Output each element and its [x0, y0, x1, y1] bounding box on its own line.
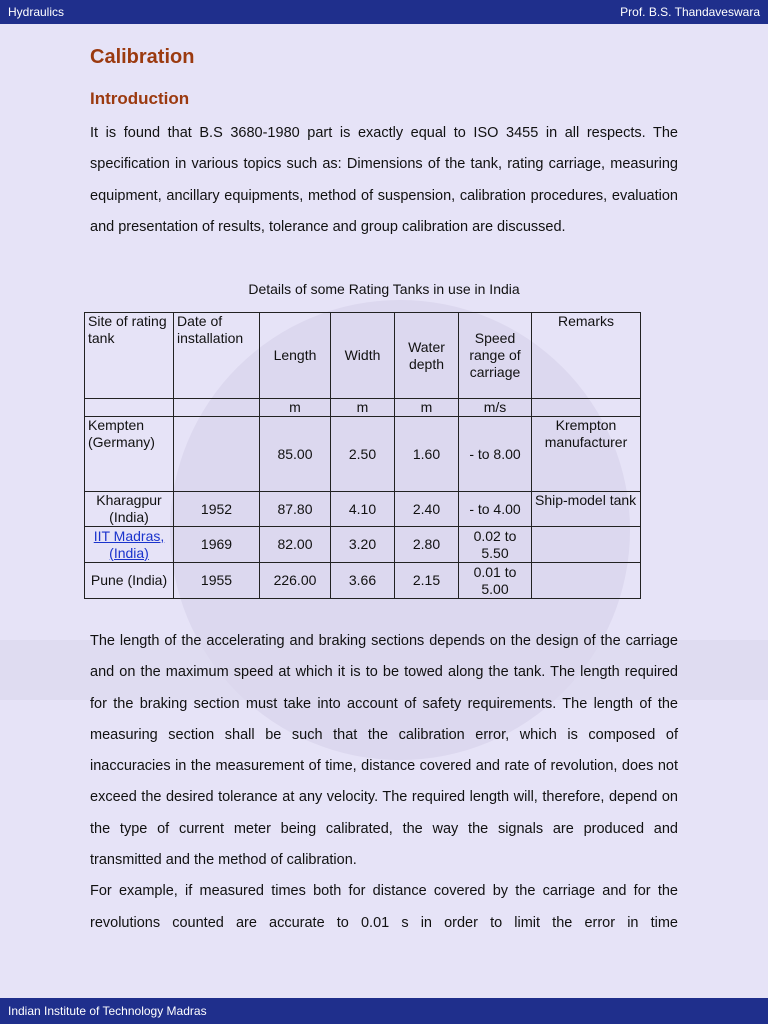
cell-speed: 0.02 to 5.50	[459, 527, 532, 563]
header-bar	[0, 0, 768, 24]
cell-speed: 0.01 to 5.00	[459, 563, 532, 599]
cell-depth: 1.60	[395, 417, 459, 492]
cell-length: 85.00	[260, 417, 331, 492]
units-remarks	[532, 399, 641, 417]
cell-width: 3.66	[331, 563, 395, 599]
cell-speed: - to 8.00	[459, 417, 532, 492]
cell-remarks: Ship-model tank	[532, 492, 641, 527]
cell-remarks	[532, 527, 641, 563]
cell-remarks: Krempton manufacturer	[532, 417, 641, 492]
section-heading: Introduction	[90, 89, 190, 108]
cell-depth: 2.80	[395, 527, 459, 563]
header-depth: Water depth	[395, 313, 459, 399]
header-date: Date of installation	[174, 313, 260, 399]
intro-paragraph: It is found that B.S 3680-1980 part is exactly equal to ISO 3455 in all respects. The specification in various topics such as: Dimensions of the tank, rating carriage, measuring equipment, ancillary equipments, method of suspension, calibration procedures, evaluation and presentation of results, tolerance and group calibration are discussed.	[90, 125, 678, 235]
table-row	[85, 563, 641, 599]
cell-date: 1969	[174, 527, 260, 563]
rating-tanks-table	[84, 312, 641, 599]
header-site: Site of rating tank	[85, 313, 174, 399]
cell-depth: 2.40	[395, 492, 459, 527]
table-caption: Details of some Rating Tanks in use in India	[248, 281, 520, 297]
units-depth: m	[395, 399, 459, 417]
units-width: m	[331, 399, 395, 417]
cell-width: 3.20	[331, 527, 395, 563]
units-site	[85, 399, 174, 417]
cell-speed: - to 4.00	[459, 492, 532, 527]
table-row	[85, 492, 641, 527]
footer-institution: Indian Institute of Technology Madras	[8, 1004, 207, 1018]
cell-length: 226.00	[260, 563, 331, 599]
cell-length: 87.80	[260, 492, 331, 527]
units-length: m	[260, 399, 331, 417]
table-row	[85, 527, 641, 563]
units-date	[174, 399, 260, 417]
cell-width: 4.10	[331, 492, 395, 527]
cell-date	[174, 417, 260, 492]
body-paragraph: The length of the accelerating and braking sections depends on the design of the carriage and on the maximum speed at which it is to be towed along the tank. The length required for the braking section must take into account of safety requirements. The length of the measuring section shall be such that the calibration error, which is composed of inaccuracies in the measurement of time, distance covered and rate of revolution, does not exceed the desired tolerance at any velocity. The required length will, therefore, depend on the type of current meter being calibrated, the way the signals are produced and transmitted and the method of calibration.	[90, 633, 678, 869]
table-units-row	[85, 399, 641, 417]
cell-depth: 2.15	[395, 563, 459, 599]
table-header-row	[85, 313, 641, 399]
header-subject: Hydraulics	[8, 5, 65, 19]
header-author: Prof. B.S. Thandaveswara	[620, 5, 760, 19]
header-width: Width	[331, 313, 395, 399]
header-length: Length	[260, 313, 331, 399]
cell-date: 1955	[174, 563, 260, 599]
cell-width: 2.50	[331, 417, 395, 492]
cell-site[interactable]	[85, 527, 174, 563]
page-title: Calibration	[90, 46, 195, 68]
footer-bar	[0, 998, 768, 1024]
cell-site: Kempten (Germany)	[85, 417, 174, 492]
cell-length: 82.00	[260, 527, 331, 563]
cell-site: Pune (India)	[85, 563, 174, 599]
units-speed: m/s	[459, 399, 532, 417]
cell-site: Kharagpur (India)	[85, 492, 174, 527]
cell-remarks	[532, 563, 641, 599]
header-speed: Speed range of carriage	[459, 313, 532, 399]
iit-madras-link[interactable]: IIT Madras, (India)	[93, 527, 165, 561]
header-remarks: Remarks	[532, 313, 641, 399]
cell-date: 1952	[174, 492, 260, 527]
table-row	[85, 417, 641, 492]
body-paragraph-continued: For example, if measured times both for distance covered by the carriage and for the revolutions counted are accurate to 0.01 s in order to limit the error in time	[90, 883, 678, 931]
